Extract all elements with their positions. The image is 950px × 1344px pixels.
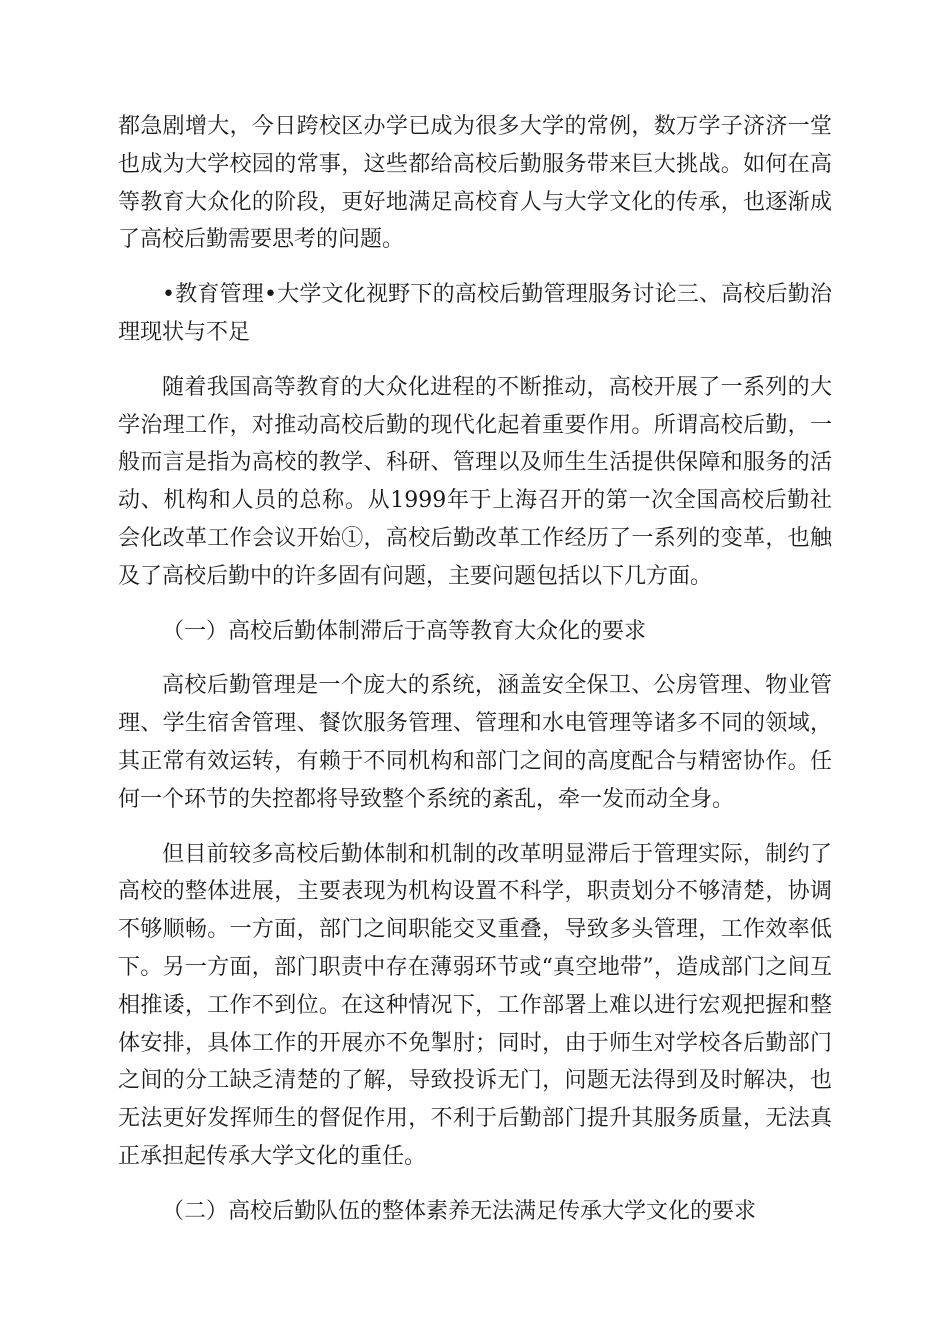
section-heading-three: •教育管理•大学文化视野下的高校后勤管理服务讨论三、高校后勤治理现状与不足 <box>118 282 832 345</box>
paragraph-continuation: 都急剧增大，今日跨校区办学已成为很多大学的常例，数万学子济济一堂也成为大学校园的常事，这些都给高校后勤服务带来巨大挑战。如何在高等教育大众化的阶段，更好地满足高校育人与大学文化的传承，也逐渐成了高校后勤需要思考的问题。 <box>118 114 832 253</box>
paragraph-management-system: 高校后勤管理是一个庞大的系统，涵盖安全保卫、公房管理、物业管理、学生宿舍管理、餐饮服务管理、管理和水电管理等诸多不同的领域，其正常有效运转，有赖于不同机构和部门之间的高度配合与精密协作。任何一个环节的失控都将导致整个系统的紊乱，牵一发而动全身。 <box>118 673 832 812</box>
paragraph-reform-overview: 随着我国高等教育的大众化进程的不断推动，高校开展了一系列的大学治理工作，对推动高校后勤的现代化起着重要作用。所谓高校后勤，一般而言是指为高校的教学、科研、管理以及师生生活提供保障和服务的活动、机构和人员的总称。从1999年于上海召开的第一次全国高校后勤社会化改革工作会议开始①，高校后勤改革工作经历了一系列的变革，也触及了高校后勤中的许多固有问题，主要问题包括以下几方面。 <box>118 374 832 589</box>
paragraph-institutional-lag: 但目前较多高校后勤体制和机制的改革明显滞后于管理实际，制约了高校的整体进展，主要表现为机构设置不科学，职责划分不够清楚，协调不够顺畅。一方面，部门之间职能交叉重叠，导致多头管理，工作效率低下。另一方面，部门职责中存在薄弱环节或“真空地带”，造成部门之间互相推诿，工作不到位。在这种情况下，工作部署上难以进行宏观把握和整体安排，具体工作的开展亦不免掣肘；同时，由于师生对学校各后勤部门之间的分工缺乏清楚的了解，导致投诉无门，问题无法得到及时解决，也无法更好发挥师生的督促作用，不利于后勤部门提升其服务质量，无法真正承担起传承大学文化的重任。 <box>118 841 832 1169</box>
document-body <box>118 108 832 1248</box>
subsection-heading-two: （二）高校后勤队伍的整体素养无法满足传承大学文化的要求 <box>162 1198 757 1224</box>
subsection-heading-one: （一）高校后勤体制滞后于高等教育大众化的要求 <box>162 618 647 644</box>
